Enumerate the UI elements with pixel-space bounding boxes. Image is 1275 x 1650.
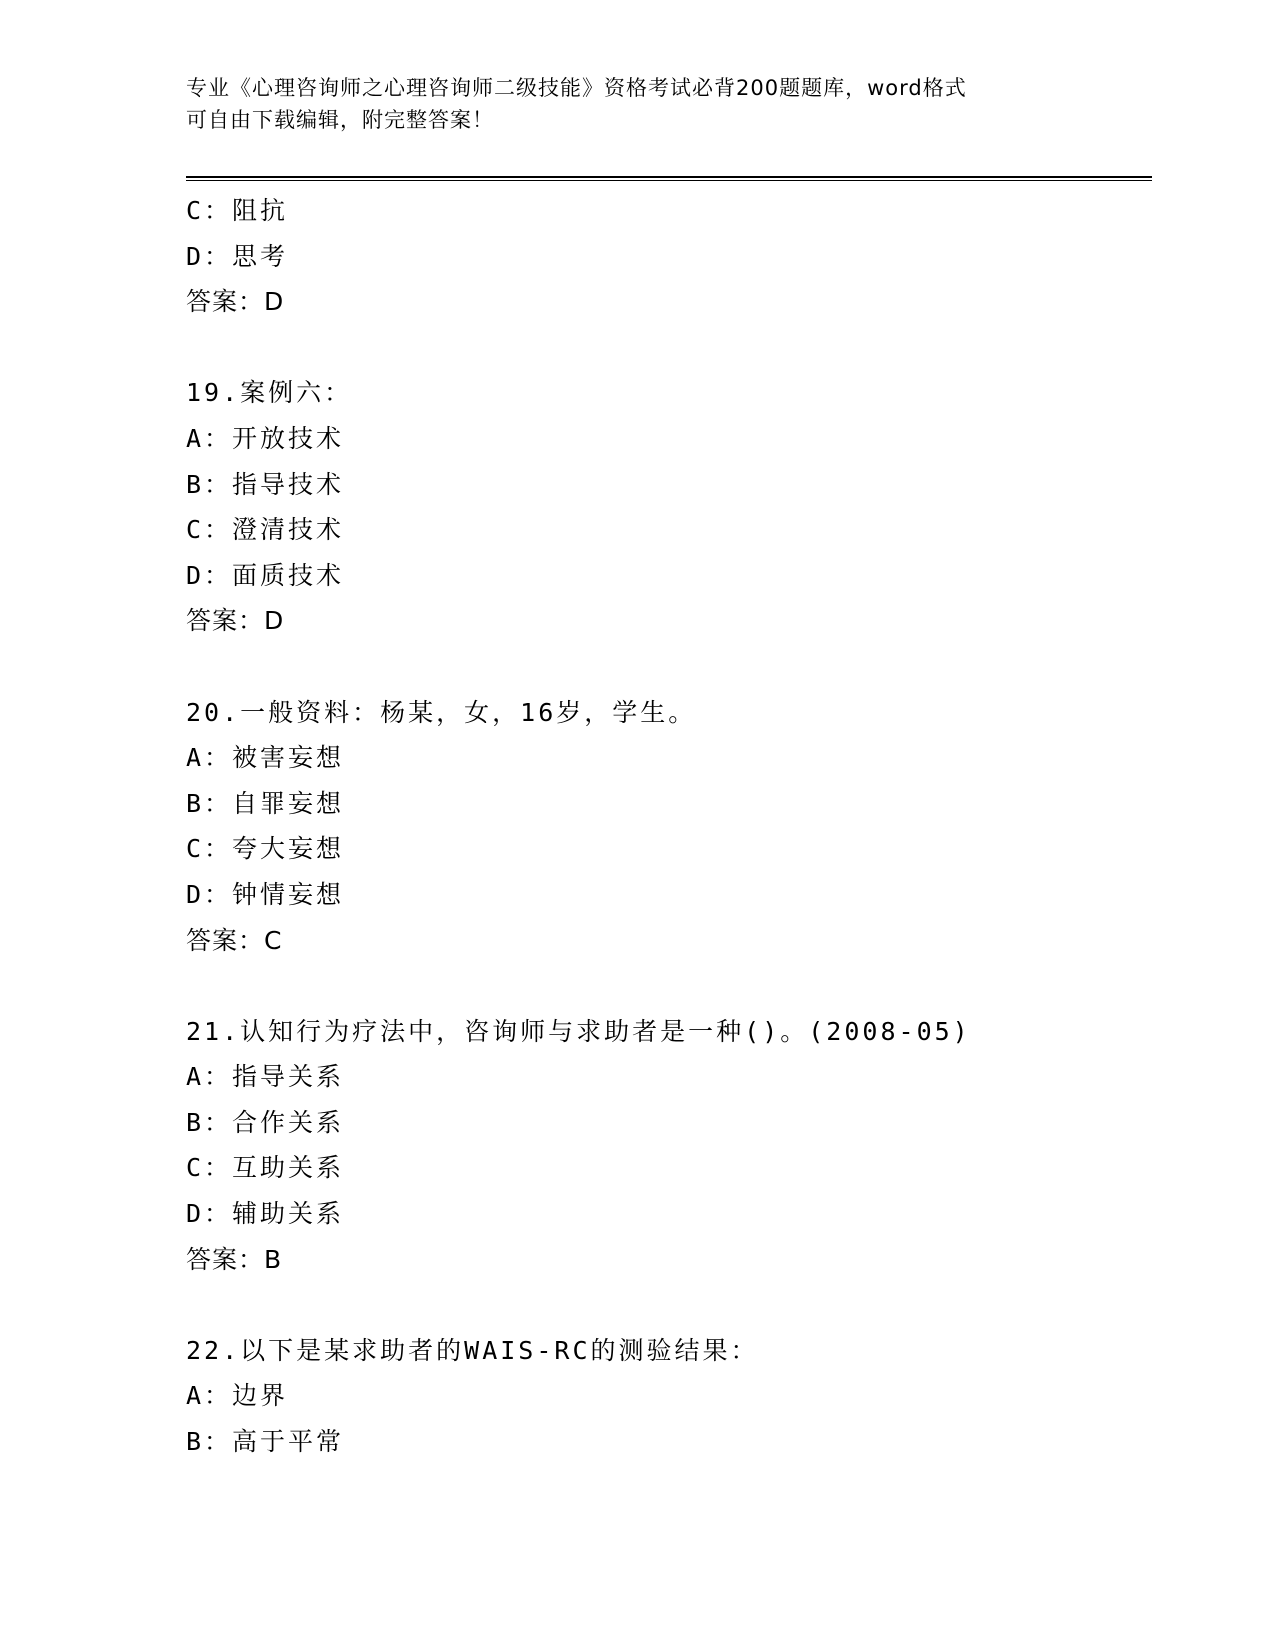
header-divider: [186, 176, 1152, 181]
answer: 答案：B: [186, 1244, 283, 1274]
option-a: A：被害妄想: [186, 743, 345, 773]
option-b: B：指导技术: [186, 469, 345, 499]
answer: 答案：C: [186, 925, 283, 955]
question-block-22: [186, 1328, 1152, 1465]
option-b: B：高于平常: [186, 1427, 345, 1457]
question-block-18: [186, 188, 1152, 325]
option-a: A：开放技术: [186, 423, 345, 453]
question-text: 19.案例六：: [186, 378, 353, 408]
question-block-20: [186, 690, 1152, 964]
answer: 答案：D: [186, 287, 285, 317]
question-block-21: [186, 1009, 1152, 1283]
option-d: D：面质技术: [186, 560, 345, 590]
option-c: C：夸大妄想: [186, 834, 345, 864]
option-d: D：辅助关系: [186, 1199, 345, 1229]
option-d: D：钟情妄想: [186, 879, 345, 909]
document-header: [186, 72, 1066, 136]
question-text: 22.以下是某求助者的WAIS-RC的测验结果：: [186, 1335, 759, 1365]
question-text: 20.一般资料：杨某，女，16岁，学生。: [186, 697, 697, 727]
answer: 答案：D: [186, 606, 285, 636]
question-text: 21.认知行为疗法中，咨询师与求助者是一种()。(2008-05): [186, 1016, 971, 1046]
option-a: A：边界: [186, 1381, 289, 1411]
option-d: D：思考: [186, 241, 289, 271]
header-line-1: 专业《心理咨询师之心理咨询师二级技能》资格考试必背200题题库，word格式: [186, 76, 967, 100]
header-line-2: 可自由下载编辑，附完整答案！: [186, 108, 494, 132]
option-a: A：指导关系: [186, 1062, 345, 1092]
option-c: C：互助关系: [186, 1153, 345, 1183]
option-b: B：合作关系: [186, 1107, 345, 1137]
question-list: [186, 188, 1152, 1465]
option-c: C：澄清技术: [186, 515, 345, 545]
option-b: B：自罪妄想: [186, 788, 345, 818]
question-block-19: [186, 370, 1152, 644]
option-c: C：阻抗: [186, 196, 289, 225]
